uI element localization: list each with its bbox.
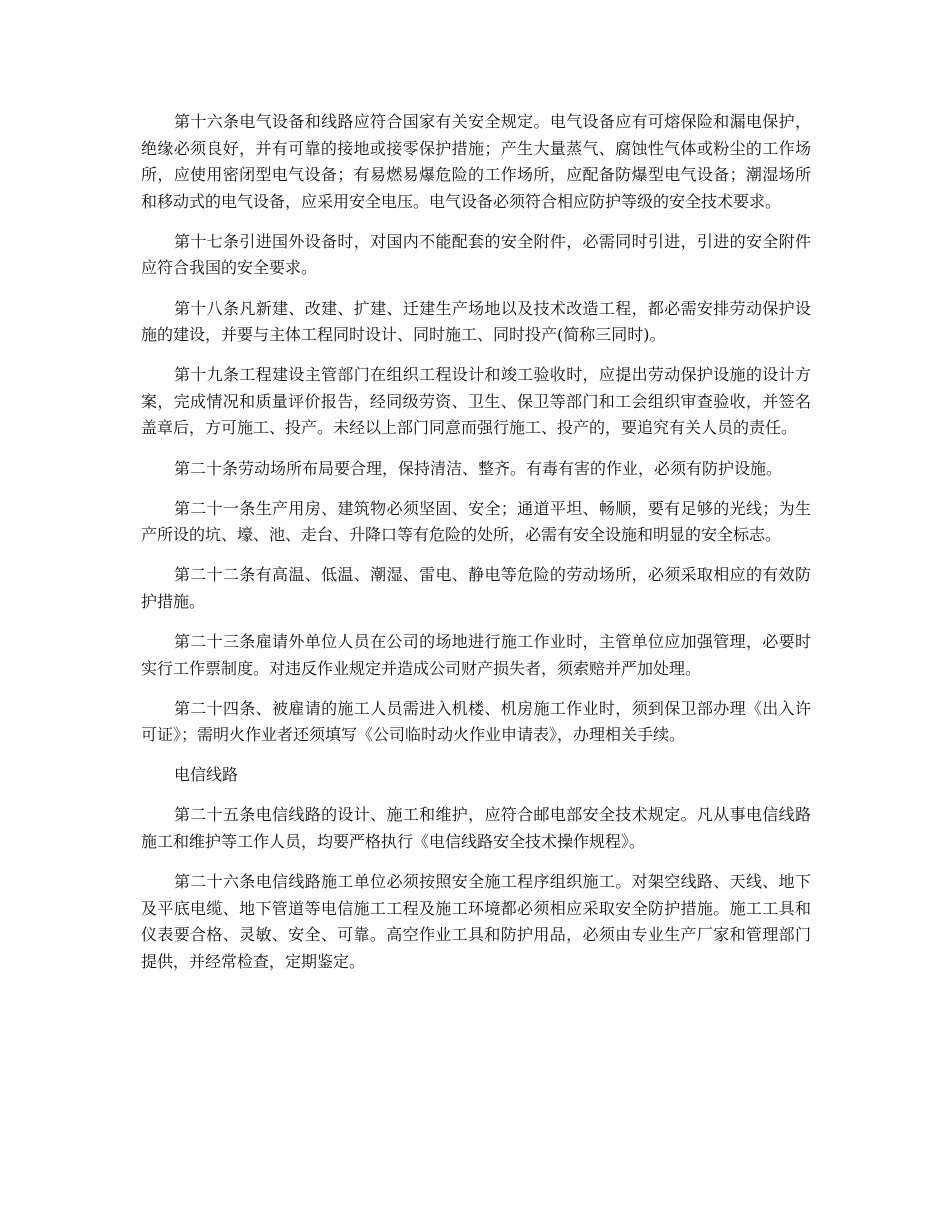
article-25: 第二十五条电信线路的设计、施工和维护，应符合邮电部安全技术规定。凡从事电信线路施工和维护等工作人员，均要严格执行《电信线路安全技术操作规程》。 bbox=[141, 805, 811, 852]
article-18: 第十八条凡新建、改建、扩建、迁建生产场地以及技术改造工程，都必需安排劳动保护设施的建设，并要与主体工程同时设计、同时施工、同时投产(简称三同时)。 bbox=[141, 298, 811, 345]
article-23: 第二十三条雇请外单位人员在公司的场地进行施工作业时，主管单位应加强管理，必要时实行工作票制度。对违反作业规定并造成公司财产损失者，须索赔并严加处理。 bbox=[141, 632, 811, 678]
article-16: 第十六条电气设备和线路应符合国家有关安全规定。电气设备应有可熔保险和漏电保护，绝缘必须良好，并有可靠的接地或接零保护措施；产生大量蒸气、腐蚀性气体或粉尘的工作场所，应使用密闭型电气设备；有易燃易爆危险的工作场所，应配备防爆型电气设备；潮湿场所和移动式的电气设备，应采用安全电压。电气设备必须符合相应防护等级的安全技术要求。 bbox=[141, 112, 811, 211]
article-20: 第二十条劳动场所布局要合理，保持清洁、整齐。有毒有害的作业，必须有防护设施。 bbox=[174, 458, 783, 478]
article-24: 第二十四条、被雇请的施工人员需进入机楼、机房施工作业时，须到保卫部办理《出入许可证》；需明火作业者还须填写《公司临时动火作业申请表》，办理相关手续。 bbox=[141, 698, 811, 745]
article-26: 第二十六条电信线路施工单位必须按照安全施工程序组织施工。对架空线路、天线、地下及平底电缆、地下管道等电信施工工程及施工环境都必须相应采取安全防护措施。施工工具和仪表要合格、灵敏、安全、可靠。高空作业工具和防护用品，必须由专业生产厂家和管理部门提供，并经常检查，定期鉴定。 bbox=[141, 872, 811, 971]
article-21: 第二十一条生产用房、建筑物必须坚固、安全；通道平坦、畅顺，要有足够的光线；为生产所设的坑、壕、池、走台、升降口等有危险的处所，必需有安全设施和明显的安全标志。 bbox=[141, 498, 811, 545]
document-body bbox=[141, 109, 811, 989]
section-heading-telecom-lines: 电信线路 bbox=[174, 765, 239, 785]
article-17: 第十七条引进国外设备时，对国内不能配套的安全附件，必需同时引进，引进的安全附件应符合我国的安全要求。 bbox=[141, 231, 811, 278]
article-19: 第十九条工程建设主管部门在组织工程设计和竣工验收时，应提出劳动保护设施的设计方案，完成情况和质量评价报告，经同级劳资、卫生、保卫等部门和工会组织审查验收，并签名盖章后，方可施工、投产。未经以上部门同意而强行施工、投产的，要追究有关人员的责任。 bbox=[141, 365, 811, 438]
article-22: 第二十二条有高温、低温、潮湿、雷电、静电等危险的劳动场所，必须采取相应的有效防护措施。 bbox=[141, 565, 811, 611]
